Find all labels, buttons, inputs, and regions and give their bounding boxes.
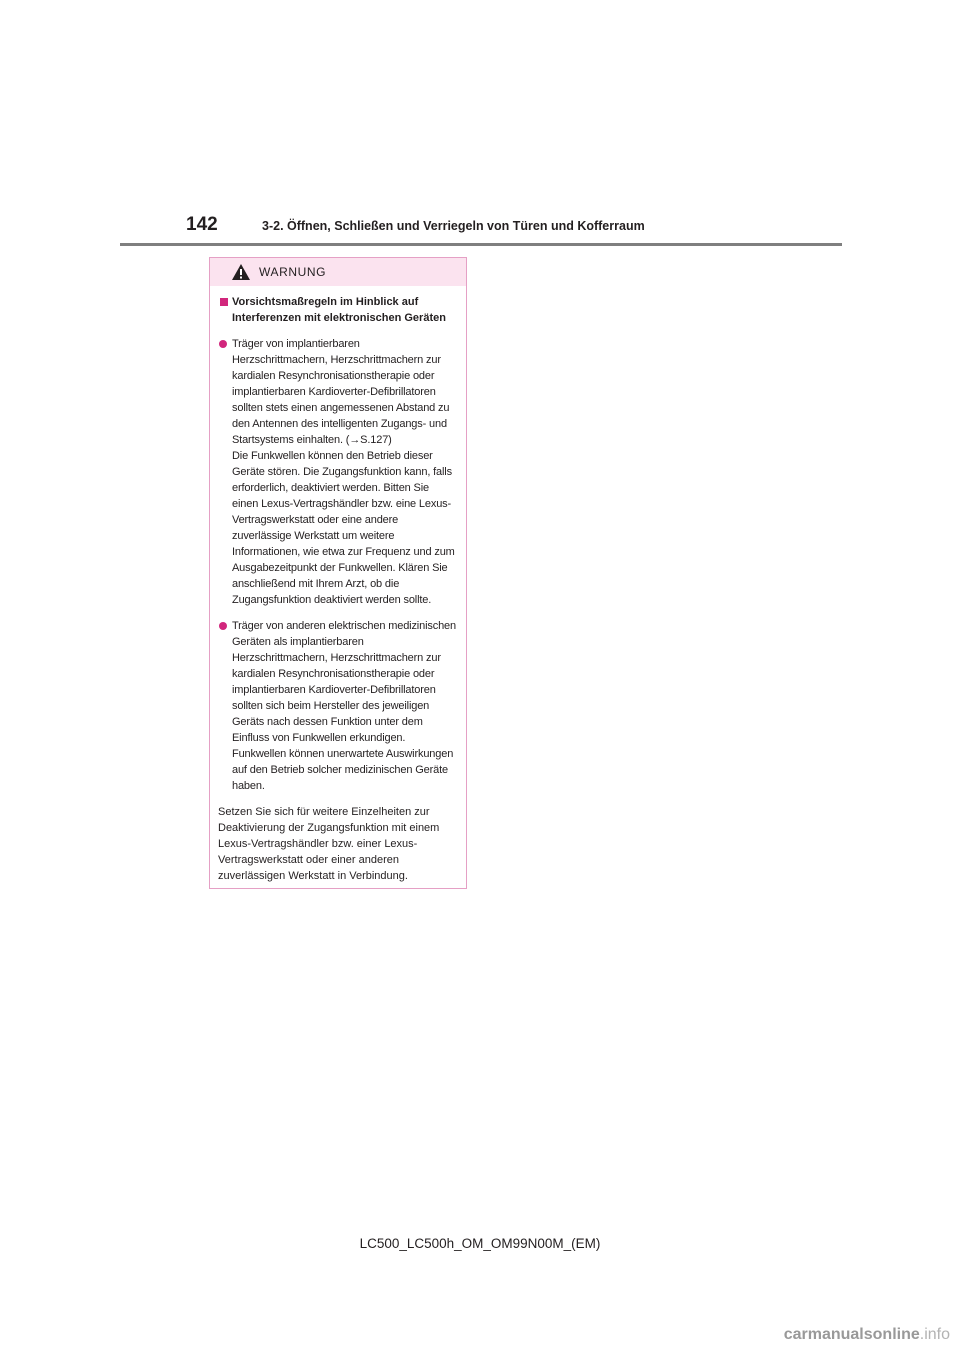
section-heading <box>218 294 458 326</box>
page-number: 142 <box>186 214 218 235</box>
closing-paragraph: Setzen Sie sich für weitere Einzelheiten zur Deaktivierung der Zugangsfunktion mit einem Lexus-Vertragshändler bzw. einer Lexus-Vertragswerkstatt oder einer anderen zuverlässigen Werkstatt in Verbindung. <box>218 806 440 882</box>
item-continuation: Die Funkwellen können den Betrieb dieser Geräte stören. Die Zugangsfunktion kann, falls erforderlich, deaktiviert werden. Bitten Sie einen Lexus-Vertragshändler bzw. eine Lexus-Vertragswerkstatt oder eine andere zuverlässige Werkstatt um weitere Informationen, wie etwa zur Frequenz und zum Ausgabezeitpunkt der Funkwellen. Klären Sie anschließend mit Ihrem Arzt, ob die Zugangsfunktion deaktiviert werden sollte. <box>232 450 455 606</box>
item-text-end: ) <box>388 434 392 446</box>
warning-box <box>209 257 467 889</box>
round-bullet-icon <box>219 622 227 630</box>
list-item <box>218 336 458 608</box>
watermark-brand: carmanualsonline <box>783 1326 920 1343</box>
list-item <box>218 618 458 794</box>
watermark <box>784 1326 950 1344</box>
header-rule <box>120 243 842 246</box>
item-text: Träger von anderen elektrischen medizinischen Geräten als implantierbaren Herzschrittmachern, Herzschrittmachern zur kardialen Resynchronisationstherapie oder implantierbaren Kardioverter-Defibrillatoren sollten sich beim Hersteller des jeweiligen Geräts nach dessen Funktion unter dem Einfluss von Funkwellen erkundigen. Funkwellen können unerwartete Auswirkungen auf den Betrieb solcher medizinischen Geräte haben. <box>232 620 456 792</box>
warning-body <box>210 286 466 884</box>
document-code: LC500_LC500h_OM_OM99N00M_(EM) <box>359 1236 601 1251</box>
warning-title: WARNUNG <box>259 265 327 279</box>
warning-triangle-icon <box>231 263 251 281</box>
watermark-tld: .info <box>919 1326 950 1343</box>
item-text: Träger von implantierbaren Herzschrittmachern, Herzschrittmachern zur kardialen Resynchronisationstherapie oder implantierbaren Kardioverter-Defibrillatoren sollten stets einen angemessenen Abstand zu den Antennen des intelligenten Zugangs- und Startsystems einhalten. ( <box>232 338 450 446</box>
round-bullet-icon <box>219 340 227 348</box>
warning-header <box>210 258 466 286</box>
section-heading-text: Vorsichtsmaßregeln im Hinblick auf Interferenzen mit elektronischen Geräten <box>232 296 446 324</box>
page-reference: →S.127 <box>349 434 389 446</box>
square-bullet-icon <box>220 298 228 306</box>
chapter-title: 3-2. Öffnen, Schließen und Verriegeln von Türen und Kofferraum <box>262 219 645 233</box>
